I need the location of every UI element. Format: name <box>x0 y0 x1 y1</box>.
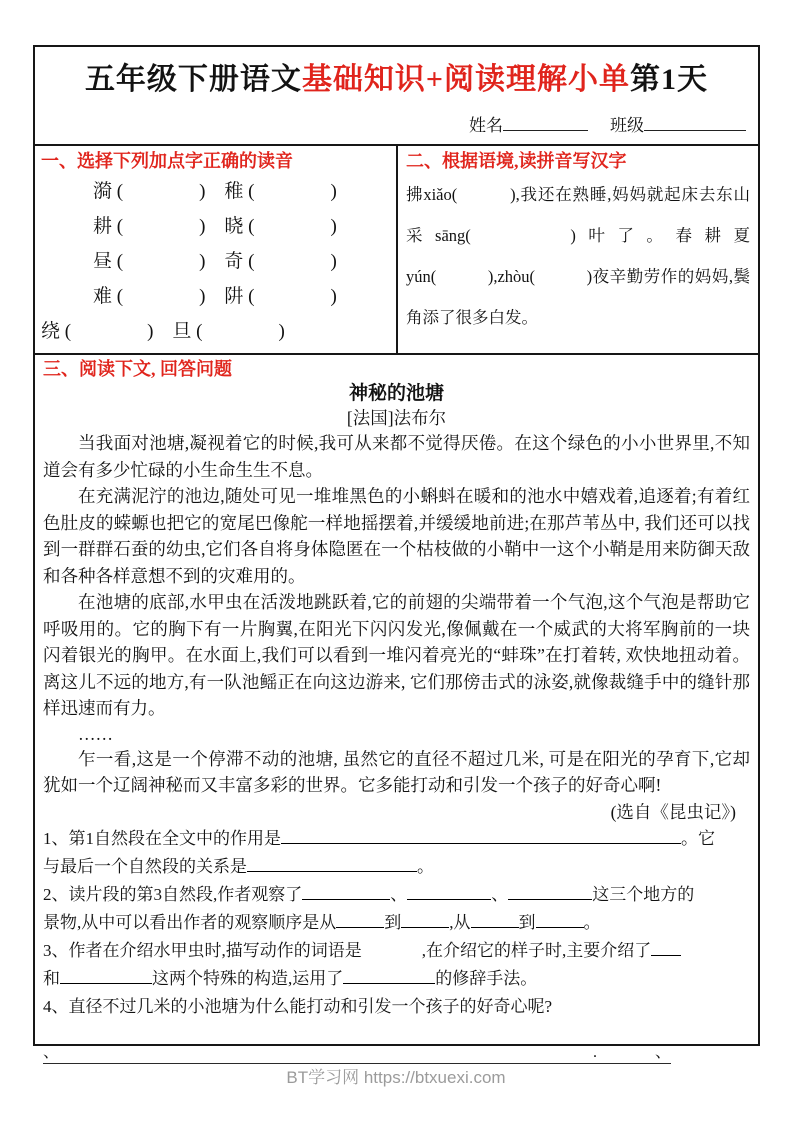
question-1-line-2 <box>43 853 750 881</box>
question-text: 4、直径不过几米的小池塘为什么能打动和引发一个孩子的好奇心呢? <box>43 996 553 1016</box>
reading-section <box>35 355 758 1064</box>
question-3-line-1 <box>43 937 750 965</box>
passage-paragraph: 在充满泥泞的池边,随处可见一堆堆黑色的小蝌蚪在暖和的池水中嬉戏着,追逐着;有着红色肚皮的蝾螈也把它的宽尾巴像舵一样地摇摆着,并缓缓地前进;在那芦苇丛中, 我们还可以找到一群群石蚕的幼虫,它们各自将身体隐匿在一个枯枝做的小鞘中一这个小鞘是用来防御天敌和各种各样意想不到的灾难用的。 <box>43 486 750 586</box>
footer-credit: BT学习网 https://btxuexi.com <box>286 1068 506 1087</box>
section3-heading: 三、阅读下文, 回答问题 <box>43 359 232 379</box>
passage-paragraph: 当我面对池塘,凝视着它的时候,我可从来都不觉得厌倦。在这个绿色的小小世界里,不知道会有多少忙碌的小生命生生不息。 <box>43 433 750 480</box>
question-text: 这三个地方的 <box>592 884 695 904</box>
blank-underline <box>247 856 417 872</box>
question-text: 、 <box>491 884 509 904</box>
question-text: ,从 <box>449 912 471 932</box>
blank-underline <box>281 828 681 844</box>
passage-source: (选自《昆虫记》) <box>610 801 736 822</box>
blank-underline <box>60 968 152 984</box>
pron-row: 耕 ( ) 晓 ( ) <box>93 216 337 237</box>
doc-title <box>35 54 758 98</box>
question-text: 、 <box>390 884 408 904</box>
title-part-2: 第1天 <box>630 63 709 96</box>
pinyin-text: 拂xiǎo( ),我还在熟睡,妈妈就起床去东山采sāng( )叶了。春耕夏yún( ),zhòu( )夜辛勤劳作的妈妈,鬓角添了很多白发。 <box>406 185 750 327</box>
section2-heading: 二、根据语境,读拼音写汉字 <box>406 151 627 171</box>
answer-mark: 、 <box>654 1043 671 1061</box>
question-text: 的修辞手法。 <box>435 968 538 988</box>
question-text: 。它 <box>681 828 715 848</box>
question-text: 景物,从中可以看出作者的观察顺序是从 <box>43 912 337 932</box>
question-4-line <box>43 993 750 1021</box>
blank-underline <box>302 884 390 900</box>
blank-underline <box>401 912 449 928</box>
blank-underline <box>343 968 435 984</box>
passage-author: [法国]法布尔 <box>346 408 447 428</box>
pron-row: 漪 ( ) 稚 ( ) <box>93 181 337 202</box>
question-text: 到 <box>384 912 402 932</box>
name-class-row <box>35 111 758 136</box>
question-text: 和 <box>43 968 60 988</box>
name-blank <box>503 115 588 131</box>
pinyin-section <box>398 146 758 353</box>
blank-underline <box>536 912 584 928</box>
passage-ellipsis: …… <box>78 723 113 744</box>
question-text: ,在介绍它的样子时,主要介绍了 <box>421 940 652 960</box>
question-text: 与最后一个自然段的关系是 <box>43 856 247 876</box>
title-highlight: 基础知识+阅读理解小单 <box>301 63 631 96</box>
pronunciation-section <box>35 146 398 353</box>
title-part-1: 五年级下册语文 <box>84 63 302 96</box>
question-2-line-2 <box>43 909 750 937</box>
question-text: 。 <box>417 856 434 876</box>
question-text: 这两个特殊的构造,运用了 <box>152 968 344 988</box>
blank-underline <box>508 884 592 900</box>
answer-gap <box>362 941 422 956</box>
passage-paragraph: 乍一看,这是一个停滞不动的池塘, 虽然它的直径不超过几米, 可是在阳光的孕育下,它却犹如一个辽阔神秘而又丰富多彩的世界。它多能打动和引发一个孩子的好奇心啊! <box>43 748 750 795</box>
question-text: 1、第1自然段在全文中的作用是 <box>43 828 281 848</box>
blank-underline <box>651 940 681 956</box>
pron-row: 昼 ( ) 奇 ( ) <box>93 251 337 272</box>
answer-underline <box>43 1039 671 1064</box>
question-3-line-2 <box>43 965 750 993</box>
question-text: 。 <box>583 912 601 932</box>
question-1-line-1 <box>43 825 750 853</box>
blank-underline <box>407 884 491 900</box>
blank-underline <box>336 912 384 928</box>
pron-row: 难 ( ) 阱 ( ) <box>93 286 337 307</box>
class-label: 班级 <box>610 116 644 135</box>
blank-underline <box>471 912 519 928</box>
question-2-line-1 <box>43 881 750 909</box>
passage-paragraph: 在池塘的底部,水甲虫在活泼地跳跃着,它的前翅的尖端带着一个气泡,这个气泡是帮助它呼吸用的。它的胸下有一片胸翼,在阳光下闪闪发光,像佩戴在一个威武的大将军胸前的一块闪着银光的胸甲。在水面上,我们可以看到一堆闪着亮光的“蚌珠”在打着转, 欢快地扭动着。离这儿不远的地方,有一队池鳐正在向这边游来, 它们那傍击式的泳姿,就像裁缝手中的缝针那样迅速而有力。 <box>43 592 750 718</box>
page-frame <box>33 45 760 1061</box>
pron-row: 绕 ( ) 旦 ( ) <box>41 321 285 342</box>
question-text: 3、作者在介绍水甲虫时,描写动作的词语是 <box>43 940 362 960</box>
question-text: 2、读片段的第3自然段,作者观察了 <box>43 884 303 904</box>
pronunciation-rows <box>41 174 390 349</box>
answer-mark: . <box>592 1043 597 1061</box>
passage-title: 神秘的池塘 <box>348 383 444 404</box>
name-label: 姓名 <box>469 116 503 135</box>
answer-mark: 、 <box>43 1043 60 1061</box>
section1-heading: 一、选择下列加点字正确的读音 <box>41 151 293 171</box>
class-blank <box>644 115 746 131</box>
exercise-table <box>35 144 758 355</box>
question-text: 到 <box>518 912 536 932</box>
